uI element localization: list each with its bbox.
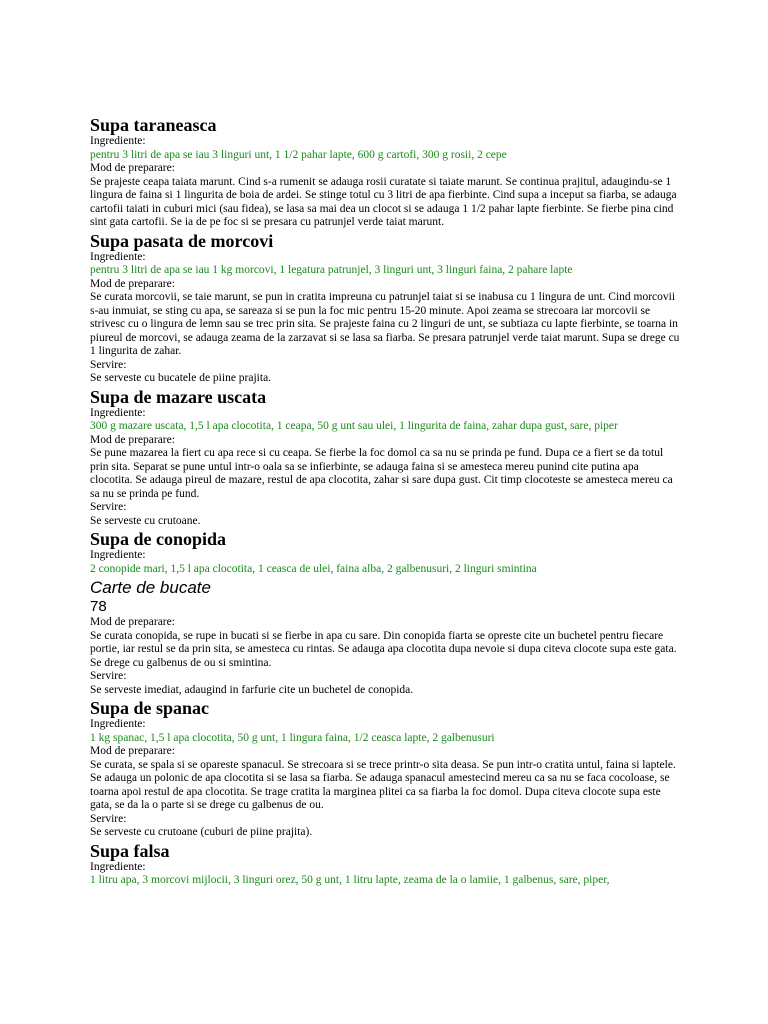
ingredients-text: 300 g mazare uscata, 1,5 l apa clocotita, 1 ceapa, 50 g unt sau ulei, 1 lingurita de faina, zahar dupa gust, sare, piper [90,420,618,432]
ingredients-text: pentru 3 litri de apa se iau 3 linguri unt, 1 1/2 pahar lapte, 600 g cartofi, 300 g rosii, 2 cepe [90,148,507,161]
ingredients-label: Ingrediente: [90,549,146,561]
serving-text: Se serveste cu crutoane (cuburi de piine prajita). [90,826,313,838]
ingredients-label: Ingrediente: [90,718,146,730]
recipe-supa-taraneasca [90,114,680,230]
serving-label: Servire: [90,358,127,371]
method-label: Mod de preparare: [90,433,175,446]
method-text: Se pune mazarea la fiert cu apa rece si cu ceapa. Se fierbe la foc domol ca sa nu se prinda pe fund. Dupa ce a fiert se da totul prin sita. Separat se pune untul intr-o oala sa se infierbinte, se adauga faina si se amesteca mereu punind cite putina apa clocotita. Se adauga pireul de mazare, restul de apa clocotita, zahar si sare dupa gust. Cit timp clocoteste se amesteca mereu ca sa nu se prinda pe fund. [90,447,673,500]
ingredients-text: 1 kg spanac, 1,5 l apa clocotita, 50 g unt, 1 lingura faina, 1/2 ceasca lapte, 2 galbenusuri [90,731,495,744]
ingredients-text: 2 conopide mari, 1,5 l apa clocotita, 1 ceasca de ulei, faina alba, 2 galbenusuri, 2 linguri smintina [90,562,537,575]
recipe-title: Supa de mazare uscata [90,386,267,407]
ingredients-label: Ingrediente: [90,135,146,147]
serving-text: Se serveste cu bucatele de piine prajita. [90,372,272,384]
recipe-supa-de-mazare-uscata [90,386,680,529]
method-text: Se curata, se spala si se opareste spanacul. Se strecoara si se trece printr-o sita deasa. Se pun intr-o cratita untul, faina si laptele. Se adauga un polonic de apa clocotita si se lasa sa fiarba. Se adauga spanacul amestecind mereu ca sa nu se faca cocoloase, se toarna apoi restul de apa clocotita. Se trage cratita la marginea plitei ca sa fiarba la foc domol. Dupa citeva clocote supa este gata, se da la o parte si se drege cu galbenus de ou. [90,758,676,811]
recipe-title: Supa de spanac [90,698,210,718]
serving-label: Servire: [90,501,127,513]
recipe-title: Supa de conopida [90,529,227,549]
ingredients-label: Ingrediente: [90,406,146,419]
ingredients-text: pentru 3 litri de apa se iau 1 kg morcovi, 1 legatura patrunjel, 3 linguri unt, 3 linguri faina, 2 pahare lapte [90,264,573,276]
recipe-title: Supa falsa [90,840,170,861]
recipe-supa-pasata-de-morcovi [90,230,680,386]
ingredients-text: 1 litru apa, 3 morcovi mijlocii, 3 linguri orez, 50 g unt, 1 litru lapte, zeama de la o lamiie, 1 galbenus, sare, piper, [90,874,610,886]
serving-text: Se serveste imediat, adaugind in farfurie cite un buchetel de conopida. [90,683,414,696]
method-text: Se curata morcovii, se taie marunt, se pun in cratita impreuna cu patrunjel taiat si se inabusa cu 1 lingura de unt. Cind morcovii s-au inmuiat, se sting cu apa, se sareaza si se pun la foc mic pentru 15-20 minute. Apoi zeama se strecoara iar morcovii se strivesc cu o lingura de lemn sau se trec prin sita. Se prajeste faina cu 2 linguri de unt, se subtiaza cu lapte fierbinte, se toarna in piureul de morcovi, se adauga zeama de la zarzavat si se lasa sa fiarba. Se presara patrunjel verde taiat marunt. Supa se drege cu 1 lingurita de zahar. [90,291,680,357]
method-text: Se curata conopida, se rupe in bucati si se fierbe in apa cu sare. Din conopida fiarta se opreste cite un buchetel pentru fiecare portie, iar restul se da prin sita, se amesteca cu rintas. Se adauga apa clocotita dupa nevoie si dupa citeva clocote supa este gata. Se drege cu galbenus de ou si smintina. [90,629,677,669]
serving-label: Servire: [90,670,127,682]
document-page [90,114,680,888]
ingredients-label: Ingrediente: [90,860,146,873]
method-label: Mod de preparare: [90,162,175,174]
page-number: 78 [90,598,107,615]
ingredients-label: Ingrediente: [90,250,146,263]
recipe-title: Supa pasata de morcovi [90,230,274,251]
recipe-supa-falsa [90,840,680,888]
method-label: Mod de preparare: [90,745,175,757]
book-footer-title: Carte de bucate [90,578,211,597]
recipe-supa-de-conopida [90,528,680,697]
method-label: Mod de preparare: [90,277,175,290]
method-text: Se prajeste ceapa taiata marunt. Cind s-a rumenit se adauga rosii curatate si taiate marunt. Se continua prajitul, adaugindu-se 1 lingura de faina si 1 lingurita de boia de ardei. Se stinge totul cu 3 litri de apa fierbinte. Cind supa a inceput sa fiarba, se adauga cartofii taiati in cuburi mici (sau fidea), se lasa sa mai dea un clocot si se adauga 1 1/2 pahar lapte fierbinte. Se fierbe pina cind sint gata cartofii. Se ia de pe foc si se presara cu patrunjel verde taiat marunt. [90,175,677,228]
recipe-title: Supa taraneasca [90,115,217,135]
recipe-supa-de-spanac [90,697,680,840]
method-label: Mod de preparare: [90,616,175,628]
serving-label: Servire: [90,812,127,825]
serving-text: Se serveste cu crutoane. [90,514,201,527]
